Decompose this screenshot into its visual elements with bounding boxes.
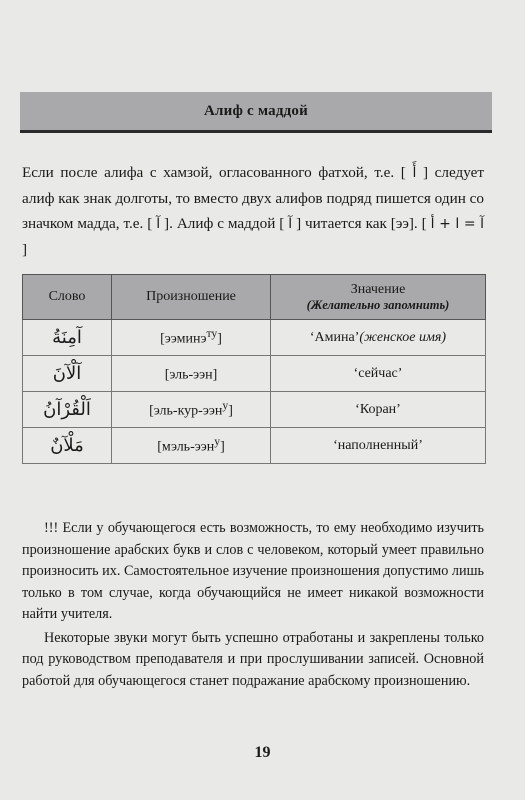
meaning-cell [271, 320, 486, 356]
table-row [23, 356, 486, 392]
arabic-word: مَلْآنٌ [23, 428, 112, 464]
pronunciation-sup: у [214, 435, 221, 449]
header-pronunciation: Произношение [112, 275, 271, 320]
table-row [23, 392, 486, 428]
meaning-cell [271, 392, 486, 428]
body-text [22, 518, 484, 692]
alif-formula: آ = ا + أ [430, 216, 485, 232]
pronunciation-end: ] [217, 331, 222, 347]
section-header [20, 92, 492, 133]
meaning-note: (женское имя) [359, 329, 447, 345]
meaning: ‘Коран’ [355, 401, 401, 417]
header-word: Слово [23, 275, 112, 320]
arabic-word: آمِنَةُ [23, 320, 112, 356]
pronunciation-cell [112, 356, 271, 392]
paragraph-note: !!! Если у обучающегося есть возможность, то ему необходимо изучить произношение арабских букв и слов с человеком, который умеет правильно произносить их. Самостоятельное изучение произношения допустимо лишь только в том случае, когда обучающийся не имеет никакой возможности найти учителя. [22, 520, 484, 622]
intro-paragraph [22, 160, 484, 262]
header-meaning-note: (Желательно запомнить) [306, 297, 450, 312]
pronunciation-cell [112, 428, 271, 464]
meaning-cell [271, 428, 486, 464]
meaning: ‘Амина’ [309, 329, 360, 345]
intro-text-4: ] читается как [ээ]. [ [296, 215, 427, 232]
paragraph-sounds: Некоторые звуки могут быть успешно отработаны и закреплены только под руководством преподавателя и при прослушивании записей. Основной работой для обучающегося станет подражание арабскому произношению. [22, 629, 484, 689]
intro-text-1: Если после алифа с хамзой, огласованного фатхой, т.е. [ [22, 164, 406, 181]
pronunciation-cell [112, 392, 271, 428]
section-title: Алиф с маддой [204, 102, 308, 119]
fatha-alif-glyph: أَ [412, 165, 417, 181]
pronunciation: [эль-кур-ээн [149, 403, 223, 419]
meaning-cell [271, 356, 486, 392]
pronunciation-sup: ту [206, 327, 218, 341]
arabic-word: آلْآنَ [23, 356, 112, 392]
pronunciation: [эль-ээн] [164, 367, 218, 383]
vocabulary-table [22, 274, 486, 464]
pronunciation-sup: у [222, 399, 229, 413]
arabic-word: اَلْقُرْآنُ [23, 392, 112, 428]
pronunciation: [мэль-ээн [157, 439, 215, 455]
page-number: 19 [254, 744, 271, 761]
header-meaning-label: Значение [350, 281, 406, 297]
table-header-row [23, 275, 486, 320]
pronunciation-cell [112, 320, 271, 356]
intro-text-3: ]. Алиф с маддой [ [164, 215, 285, 232]
meaning: ‘наполненный’ [333, 437, 423, 453]
pronunciation: [ээминэ [160, 331, 207, 347]
meaning: ‘сейчас’ [353, 365, 403, 381]
pronunciation-end: ] [220, 439, 225, 455]
intro-text-5: ] [22, 241, 28, 258]
madda-alif-glyph-2: آ [288, 216, 293, 232]
intro-text-2: ] следует алиф как знак долготы, то вместо двух алифов подряд пишется один со значком мадда, т.е. [ [22, 164, 485, 232]
table-row [23, 428, 486, 464]
pronunciation-end: ] [228, 403, 233, 419]
madda-alif-glyph: آ [156, 216, 161, 232]
header-meaning [271, 275, 486, 320]
table-row [23, 320, 486, 356]
